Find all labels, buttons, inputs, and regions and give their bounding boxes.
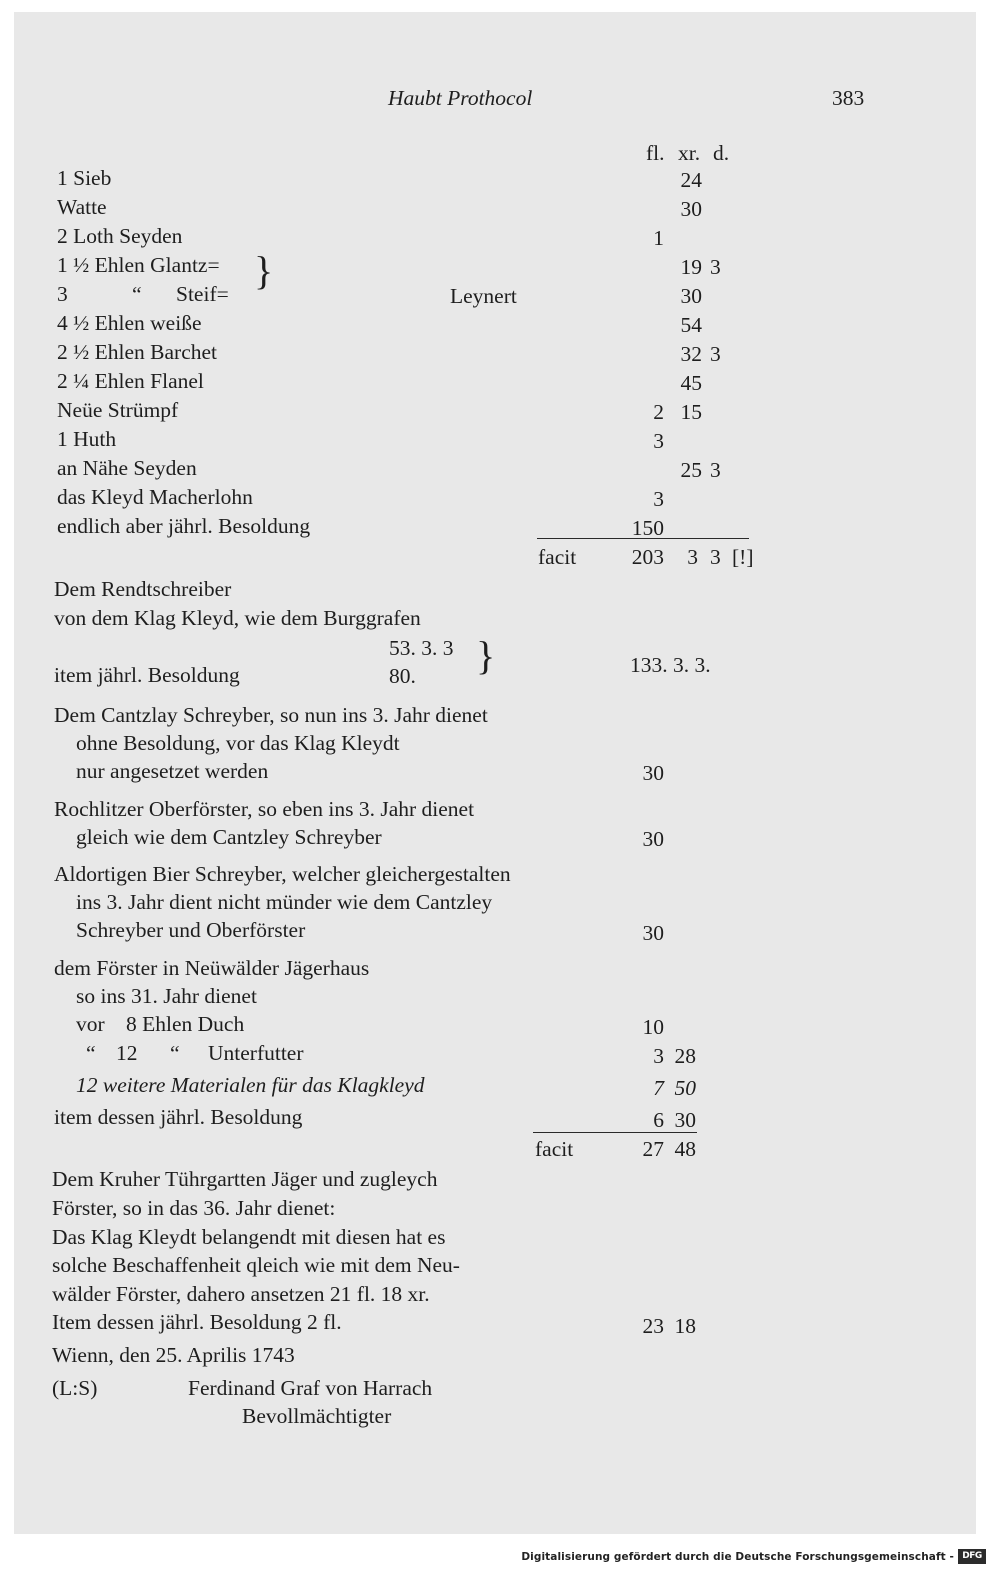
facit-label: facit	[538, 545, 577, 569]
facit-fl: 203	[631, 545, 664, 569]
running-title: Haubt Prothocol	[388, 86, 533, 110]
entry-fl: 30	[642, 761, 664, 785]
facit-d: 3	[710, 545, 721, 569]
item-fl: 2	[653, 400, 664, 424]
item-label: 2 ½ Ehlen Barchet	[57, 340, 218, 364]
entry-fl: 3	[653, 1044, 664, 1068]
item-label: 4 ½ Ehlen weiße	[57, 311, 202, 335]
subtotal-value: 80.	[389, 664, 416, 688]
place-date: Wienn, den 25. Aprilis 1743	[52, 1343, 295, 1367]
ditto-mark: “	[86, 1041, 96, 1065]
entry-xr: 28	[674, 1044, 696, 1068]
entry-line: Unterfutter	[208, 1041, 304, 1065]
item-xr: 45	[680, 371, 702, 395]
page-number: 383	[832, 86, 865, 110]
item-xr: 25	[680, 458, 702, 482]
entry-total: 133. 3. 3.	[630, 653, 711, 677]
group-label-leynert: Leynert	[450, 284, 517, 308]
entry-xr: 18	[674, 1314, 696, 1338]
entry-line: Item dessen jährl. Besoldung 2 fl.	[52, 1310, 342, 1334]
entry-line: Rochlitzer Oberförster, so eben ins 3. Jahr dienet	[54, 797, 475, 821]
entry-fl: 30	[642, 921, 664, 945]
item-label: Neüe Strümpf	[57, 398, 179, 422]
entry-line: Förster, so in das 36. Jahr dienet:	[52, 1196, 336, 1220]
entry-xr: 30	[674, 1108, 696, 1132]
entry-line: nur angesetzet werden	[76, 759, 269, 783]
entry-line: Dem Rendtschreiber	[54, 577, 232, 601]
entry-line: ohne Besoldung, vor das Klag Kleydt	[76, 731, 400, 755]
seal-mark: (L:S)	[52, 1376, 98, 1400]
entry-line: solche Beschaffenheit qleich wie mit dem Neu-	[52, 1253, 460, 1277]
signatory-role: Bevollmächtigter	[242, 1404, 392, 1428]
entry-line-italic: 12 weitere Materialen für das Klagkleyd	[76, 1073, 425, 1097]
entry-fl: 23	[642, 1314, 664, 1338]
curly-brace-icon: }	[476, 633, 496, 678]
signatory-name: Ferdinand Graf von Harrach	[188, 1376, 433, 1400]
footer-credit: Digitalisierung gefördert durch die Deutsche Forschungsgemeinschaft -	[521, 1551, 954, 1563]
item-d: 3	[710, 342, 721, 366]
entry-line: 8 Ehlen Duch	[126, 1012, 245, 1036]
item-fl: 3	[653, 429, 664, 453]
item-fl: 1	[653, 226, 664, 250]
item-xr: 15	[680, 400, 702, 424]
entry-line: Aldortigen Bier Schreyber, welcher gleichergestalten	[54, 862, 511, 886]
sum-rule	[537, 538, 749, 539]
entry-line: von dem Klag Kleyd, wie dem Burggrafen	[54, 606, 421, 630]
entry-line: Dem Kruher Tührgartten Jäger und zugleych	[52, 1167, 438, 1191]
item-xr: 19	[680, 255, 702, 279]
item-label: Watte	[57, 195, 107, 219]
facit-xr: 3	[687, 545, 698, 569]
entry-xr: 50	[674, 1076, 696, 1100]
dfg-logo-icon: DFG	[958, 1549, 986, 1564]
entry-line: vor	[76, 1012, 105, 1036]
entry-fl: 30	[642, 827, 664, 851]
entry-fl: 7	[653, 1076, 664, 1100]
item-xr: 30	[680, 284, 702, 308]
entry-line: wälder Förster, dahero ansetzen 21 fl. 18 xr.	[52, 1282, 430, 1306]
item-xr: 30	[680, 197, 702, 221]
subtotal-value: 53. 3. 3	[389, 636, 454, 660]
item-label: 1 Sieb	[57, 166, 112, 190]
item-xr: 32	[680, 342, 702, 366]
item-label: 1 Huth	[57, 427, 117, 451]
item-label: Steif=	[176, 282, 229, 306]
entry-line: item jährl. Besoldung	[54, 663, 240, 687]
item-label: 2 Loth Seyden	[57, 224, 183, 248]
sum-rule	[533, 1132, 697, 1133]
item-label: an Nähe Seyden	[57, 456, 197, 480]
item-qty: 3	[57, 282, 68, 306]
footer-bar	[0, 1548, 1000, 1586]
item-label: 1 ½ Ehlen Glantz=	[57, 253, 220, 277]
entry-line: ins 3. Jahr dient nicht münder wie dem Cantzley	[76, 890, 493, 914]
item-d: 3	[710, 458, 721, 482]
item-fl: 150	[631, 516, 664, 540]
ditto-mark: “	[170, 1041, 180, 1065]
facit-label: facit	[535, 1137, 574, 1161]
facit-xr: 48	[674, 1137, 696, 1161]
column-header-d: d.	[713, 141, 730, 165]
entry-line: so ins 31. Jahr dienet	[76, 984, 257, 1008]
item-label: das Kleyd Macherlohn	[57, 485, 253, 509]
item-fl: 3	[653, 487, 664, 511]
column-header-fl: fl.	[646, 141, 665, 165]
item-xr: 54	[680, 313, 702, 337]
entry-line: gleich wie dem Cantzley Schreyber	[76, 825, 382, 849]
item-xr: 24	[680, 168, 702, 192]
facit-fl: 27	[642, 1137, 664, 1161]
curly-brace-icon: }	[254, 248, 274, 293]
entry-line: Schreyber und Oberförster	[76, 918, 306, 942]
column-header-xr: xr.	[678, 141, 701, 165]
entry-fl: 10	[642, 1015, 664, 1039]
editorial-note: [!]	[732, 545, 754, 569]
entry-line: dem Förster in Neüwälder Jägerhaus	[54, 956, 370, 980]
entry-line: item dessen jährl. Besoldung	[54, 1105, 303, 1129]
item-label: 2 ¼ Ehlen Flanel	[57, 369, 204, 393]
ditto-mark: “	[132, 282, 142, 306]
item-label: endlich aber jährl. Besoldung	[57, 514, 311, 538]
entry-line: 12	[116, 1041, 138, 1065]
entry-line: Das Klag Kleydt belangendt mit diesen hat es	[52, 1225, 446, 1249]
entry-line: Dem Cantzlay Schreyber, so nun ins 3. Jahr dienet	[54, 703, 488, 727]
entry-fl: 6	[653, 1108, 664, 1132]
item-d: 3	[710, 255, 721, 279]
